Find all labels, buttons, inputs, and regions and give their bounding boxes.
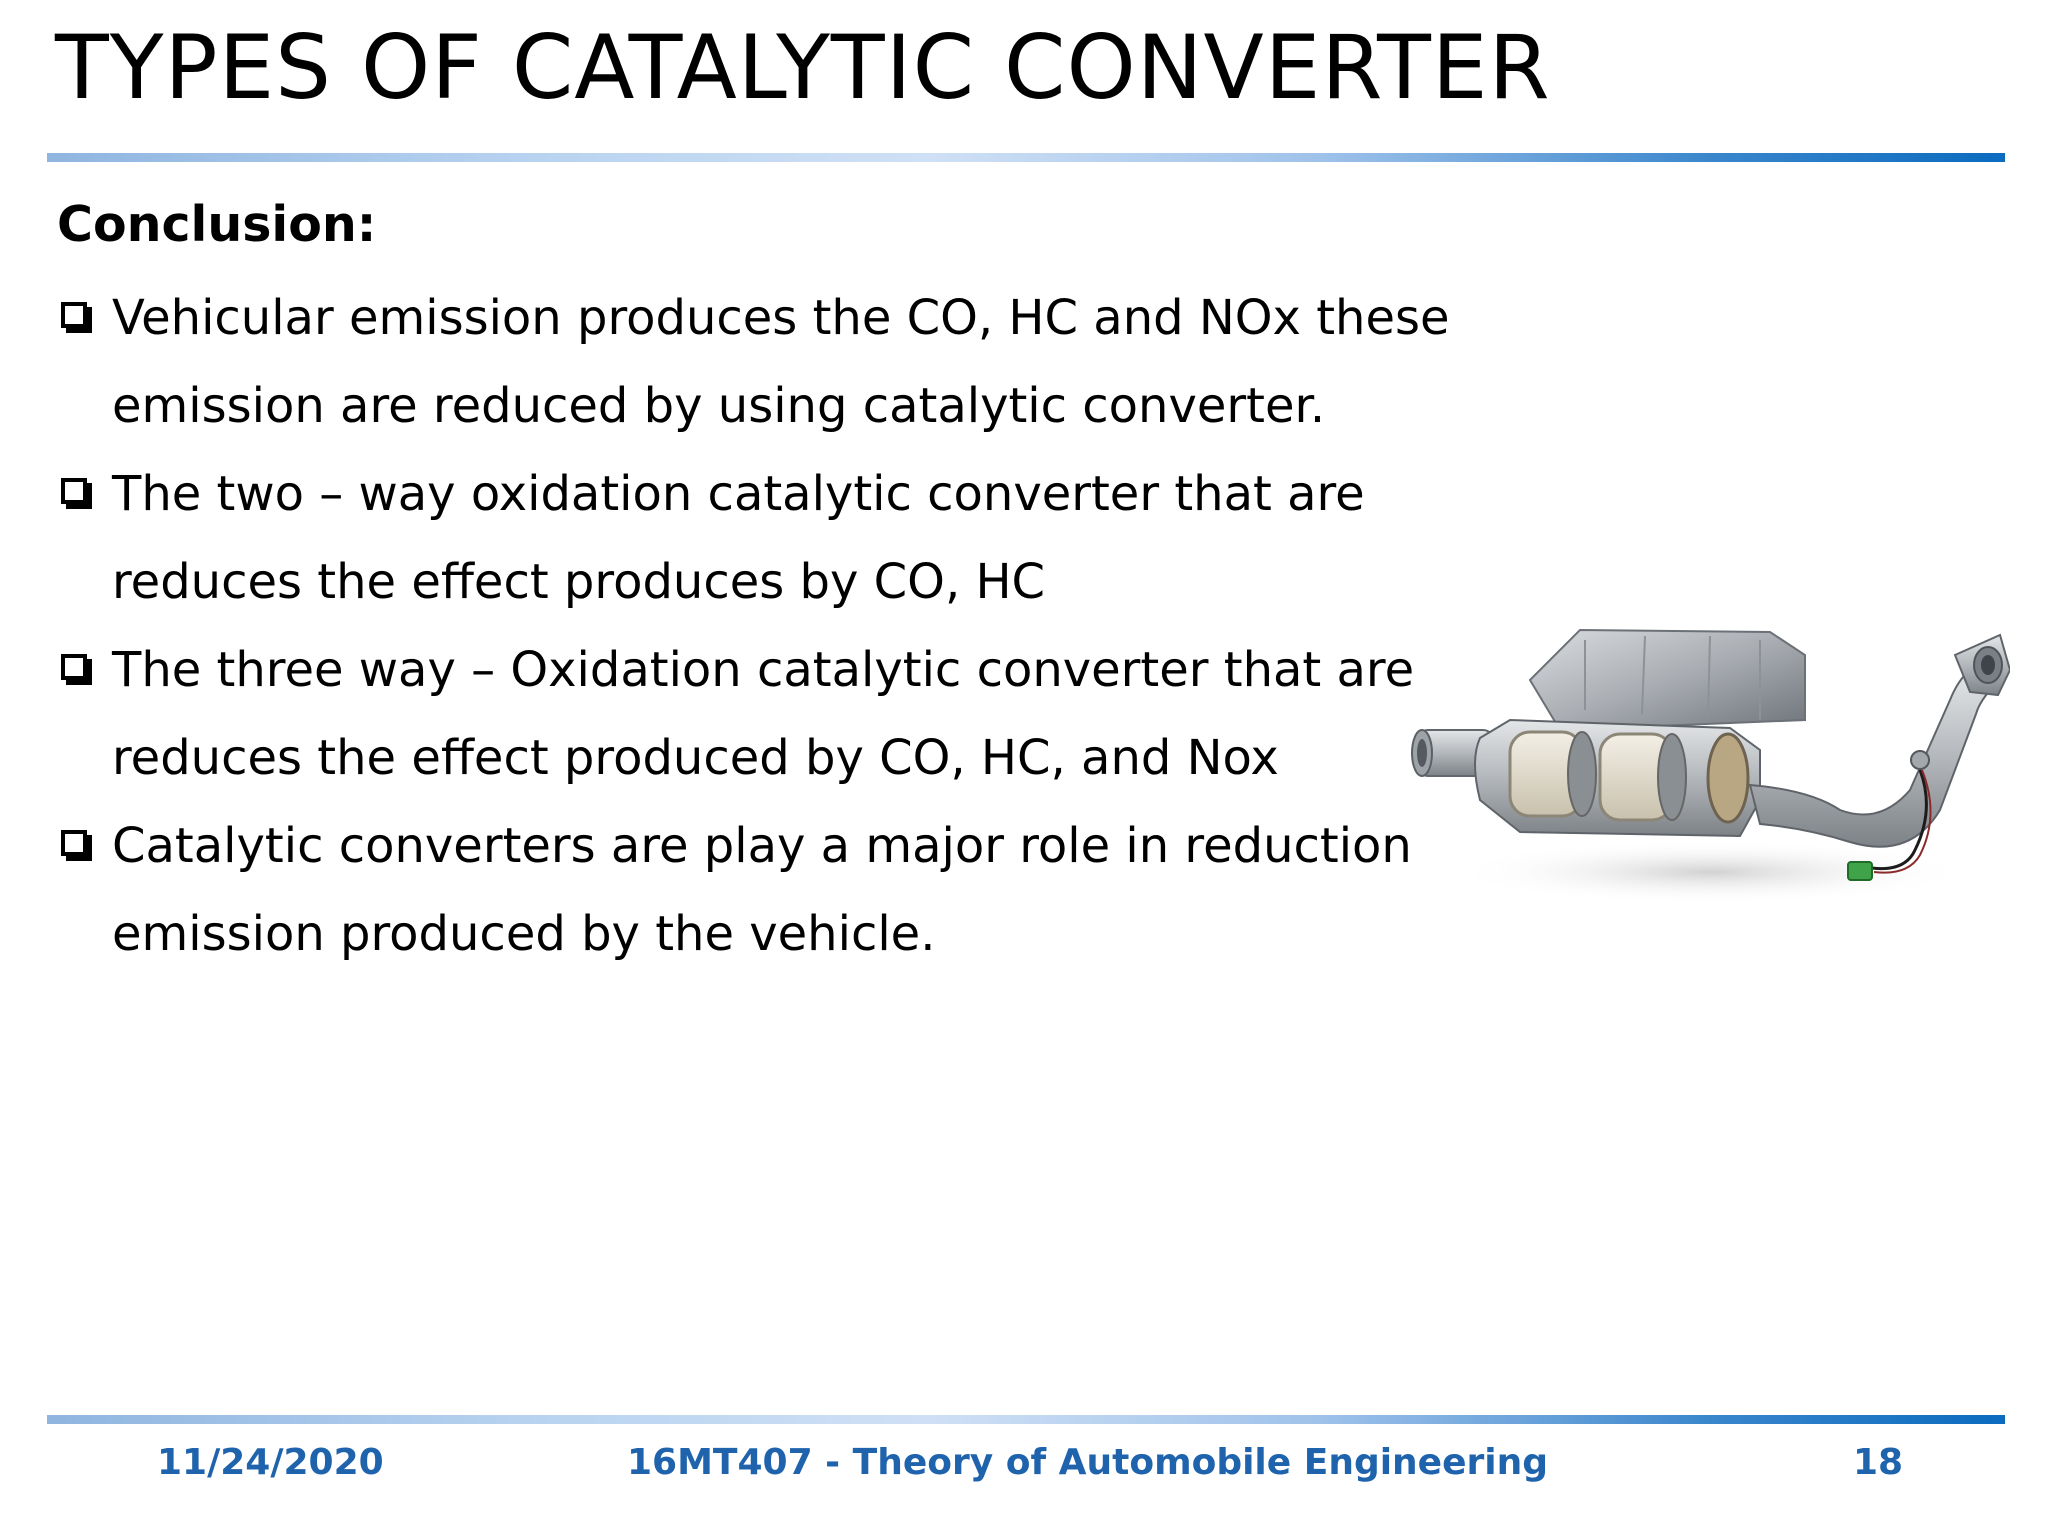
bullet-line: Vehicular emission produces the CO, HC and NOx these [112,290,1450,346]
bullet-line: reduces the effect produces by CO, HC [112,554,1046,610]
page-number: 18 [1853,1442,1904,1483]
checkbox-bullet-icon [61,302,87,328]
slide-title: TYPES OF CATALYTIC CONVERTER [55,16,1551,119]
bullet-item [57,450,1457,626]
checkbox-bullet-icon [61,478,87,504]
bullet-item [57,626,1457,802]
title-underline [47,153,2005,162]
slide-content [57,190,1457,978]
bullet-line: The two – way oxidation catalytic converter that are [112,466,1365,522]
bullet-line: The three way – Oxidation catalytic converter that are [112,642,1415,698]
bullet-line: emission are reduced by using catalytic converter. [112,378,1326,434]
footer-date: 11/24/2020 [157,1442,384,1483]
bullet-item [57,802,1457,978]
bullet-item [57,274,1457,450]
catalytic-converter-image [1410,610,2010,930]
footer-rule [47,1415,2005,1424]
bullet-line: emission produced by the vehicle. [112,906,936,962]
checkbox-bullet-icon [61,830,87,856]
bullet-line: Catalytic converters are play a major role in reduction [112,818,1412,874]
conclusion-heading: Conclusion: [57,196,377,253]
checkbox-bullet-icon [61,654,87,680]
bullet-line: reduces the effect produced by CO, HC, and Nox [112,730,1279,786]
footer-course-title: 16MT407 - Theory of Automobile Engineering [627,1442,1549,1483]
catalytic-converter-photo-icon [1410,610,2010,930]
